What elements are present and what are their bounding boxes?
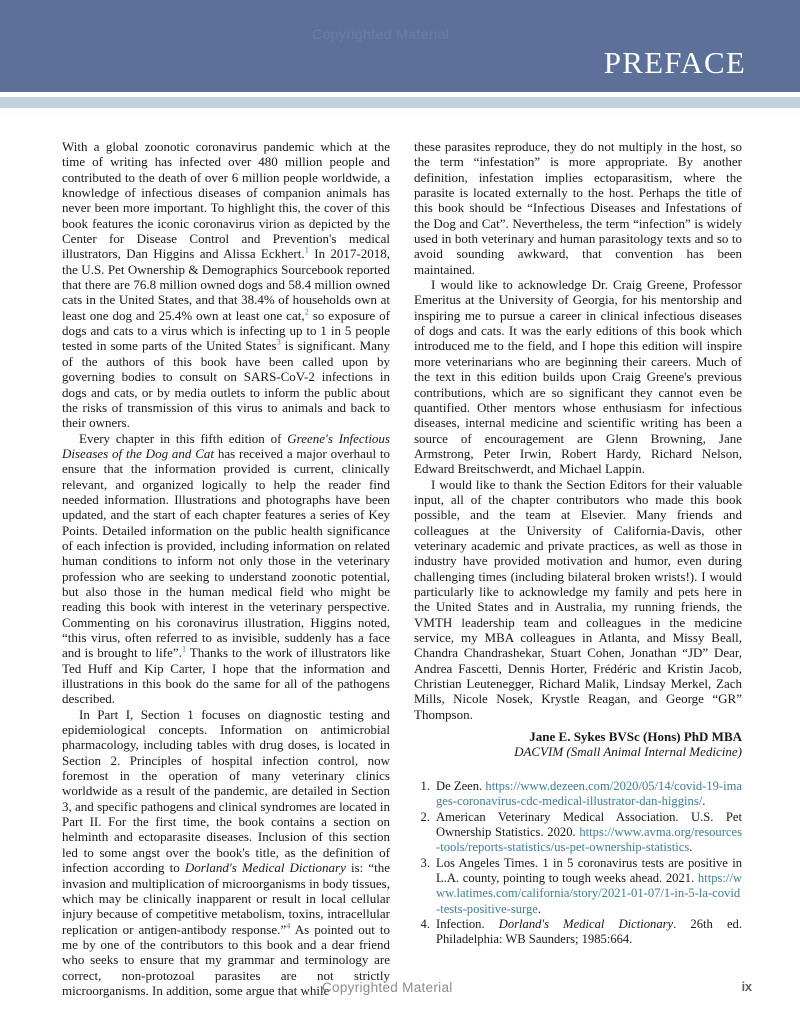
reference-number: 2. [420,809,430,824]
body-text: Los Angeles Times. 1 in 5 coronavirus tests are positive in L.A. county, pointing to tough weeks ahead. 2021. [436,855,742,886]
body-paragraph [62,139,390,431]
footnote-marker[interactable]: 4 [286,920,291,931]
left-column [62,139,390,998]
footer-copyright-watermark: Copyrighted Material [322,980,453,995]
italic-title: Dorland's Medical Dictionary [184,860,346,876]
body-paragraph [414,139,742,277]
body-text: . [702,794,706,809]
author-signature-block [414,729,742,760]
body-paragraph [414,477,742,723]
right-column [414,139,742,998]
reference-link[interactable]: https://www.avma.org/resources-tools/reports-statistics/us-pet-ownership-statistics [436,824,742,855]
header-divider-fade [0,108,800,118]
page-body [62,139,742,998]
footnote-marker[interactable]: 3 [276,337,281,348]
body-text: has received a major overhaul to ensure that the information provided is current, clinically relevant, and organized logically to help the reader find needed information. Illustrations and photographs have been updated, and the start of each chapter features a series of Key Points. Detailed information on the public health significance of each infection is provided, including information on related human conditions to inform not only those in the veterinary profession who are seeking to understand zoonotic potential, but also those in the human medical field who might be reading this book with interest in the veterinary perspective. Commenting on his coronavirus illustration, Higgins noted, “this virus, often referred to as invisible, suddenly has a face and is brought to life”. [62,445,390,661]
footnote-marker[interactable]: 1 [181,644,187,655]
reference-list [414,779,742,948]
header-divider-light [0,97,800,108]
reference-item [414,856,742,917]
reference-item [414,810,742,856]
page-header-band [0,0,800,92]
body-text: In Part I, Section 1 focuses on diagnostic testing and epidemiological concepts. Information on antimicrobial pharmacology, including tables with drug doses, is located in Section 2. Principles of hospital infection control, now foremost in the operation of many veterinary clinics worldwide as a result of the pandemic, are detailed in Section 3, and specific pathogens and clinical syndromes are located in Part II. For the first time, the book contains a section on helminth and ectoparasite diseases. Inclusion of this section led to some angst over the book's title, as the definition of infection according to [62,706,390,876]
reference-number: 4. [420,917,430,932]
body-text: these parasites reproduce, they do not multiply in the host, so the term “infestation” is more appropriate. By another definition, infestation implies ectoparasitism, where the parasite is located externally to the host. Perhaps the title of this book should be “Infectious Diseases and Infestations of the Dog and Cat”. Nevertheless, the term “infection” is widely used in both veterinary and human parasitology texts and so to avoid sounding awkward, that convention has been maintained. [414,139,742,277]
author-credentials: DACVIM (Small Animal Internal Medicine) [514,744,742,760]
reference-number: 1. [420,778,430,793]
body-paragraph [62,707,390,999]
body-text: De Zeen. [436,778,486,793]
body-text: I would like to thank the Section Editors for their valuable input, all of the chapter contributors who made this book possible, and the team at Elsevier. Many friends and colleagues at the University of California-Davis, other veterinary academic and private practices, as well as those in industry have provided motivation and humor, even during challenging times (including bilateral broken wrists!). I would particularly like to acknowledge my family and pets here in the United States and in Australia, my running friends, the VMTH leadership team and colleagues in the medicine service, my MBA colleagues in Atlanta, and Missy Beall, Chandra Chandrashekar, Stuart Cohen, Jonathan “JD” Dear, Andrea Fascetti, Dennis Horter, Frédéric and Kristin Jacob, Christian Leutenegger, Richard Malik, Lindsay Merkel, Zach Mills, Nicole Nosek, Krystle Reagan, and George “GR” Thompson. [414,476,742,722]
body-text: Infection. [436,917,499,932]
header-copyright-watermark: Copyrighted Material [312,26,450,42]
page-number: ix [741,980,752,994]
italic-title: Dorland's Medical Dictionary [498,917,674,932]
body-text: In 2017-2018, the U.S. Pet Ownership & Demographics Sourcebook reported that there are 76.8 million owned dogs and 58.4 million owned cats in the United States, and that 38.4% of households own at least one dog and 25.4% own at least one cat, [62,246,390,323]
body-text: Thanks to the work of illustrators like Ted Huff and Kip Carter, I hope that the information and illustrations in this book do the same for all of the pathogens described. [62,645,390,707]
body-text: I would like to acknowledge Dr. Craig Greene, Professor Emeritus at the University of Georgia, for his mentorship and inspiring me to pursue a career in clinical infectious diseases of dogs and cats. It was the early editions of this book which introduced me to the field, and I hope this edition will inspire more veterinarians who are beginning their careers. Much of the text in this edition builds upon Craig Greene's previous contributions, which are so significant they cannot even be quantified. Other mentors whose enthusiasm for infectious diseases, internal medicine and scientific writing has been a source of encouragement are Glenn Browning, Jane Armstrong, Peter Irwin, Robert Hardy, Richard Nelson, Edward Breitschwerdt, and Michael Lappin. [414,277,742,477]
reference-item [414,779,742,809]
reference-link[interactable]: https://www.latimes.com/california/story/2021-01-07/1-in-5-la-covid-tests-positive-surge [436,871,742,916]
reference-item [414,917,742,947]
reference-number: 3. [420,855,430,870]
body-text: . [689,840,693,855]
italic-title: Greene's Infectious Diseases of the Dog and Cat [62,430,390,461]
page-title: PREFACE [603,45,746,80]
body-text: . 26th ed. Philadelphia: WB Saunders; 1985:664. [436,917,742,947]
body-text: As pointed out to me by one of the contributors to this book and a dear friend who seeks to ensure that my grammar and terminology are correct, non-protozoal parasites are not strictly microorganisms. In addition, some argue that while [62,921,391,998]
body-text: . [537,901,542,916]
body-text: is: “the invasion and multiplication of microorganisms in body tissues, which may be clinically inapparent or result in local cellular injury because of competitive metabolism, toxins, intracellular replication or antigen-antibody response.” [62,860,390,937]
body-text: so exposure of dogs and cats to a virus which is infecting up to 1 in 5 people tested in some parts of the United States [62,307,390,354]
author-name: Jane E. Sykes BVSc (Hons) PhD MBA [529,729,742,745]
body-text: Every chapter in this fifth edition of [79,430,288,446]
body-text: With a global zoonotic coronavirus pandemic which at the time of writing has infected over 480 million people and contributed to the death of over 6 million people worldwide, a knowledge of infectious diseases of companion animals has never been more important. To highlight this, the cover of this book features the iconic coronavirus virion as depicted by the Center for Disease Control and Prevention's medical illustrators, Dan Higgins and Alissa Eckhert. [62,139,390,262]
footnote-marker[interactable]: 2 [304,306,309,317]
body-paragraph [62,431,390,707]
footnote-marker[interactable]: 1 [304,245,309,256]
body-text: American Veterinary Medical Association. U.S. Pet Ownership Statistics. 2020. [436,809,742,839]
reference-link[interactable]: https://www.dezeen.com/2020/05/14/covid-19-images-coronavirus-cdc-medical-illustrator-dan-higgins/ [436,778,742,809]
body-text: is significant. Many of the authors of this book have been called upon by governing bodies to consult on SARS-CoV-2 infections in dogs and cats, or by media outlets to inform the public about the risks of transmission of this virus to animals and back to their owners. [62,338,390,431]
body-paragraph [414,277,742,476]
